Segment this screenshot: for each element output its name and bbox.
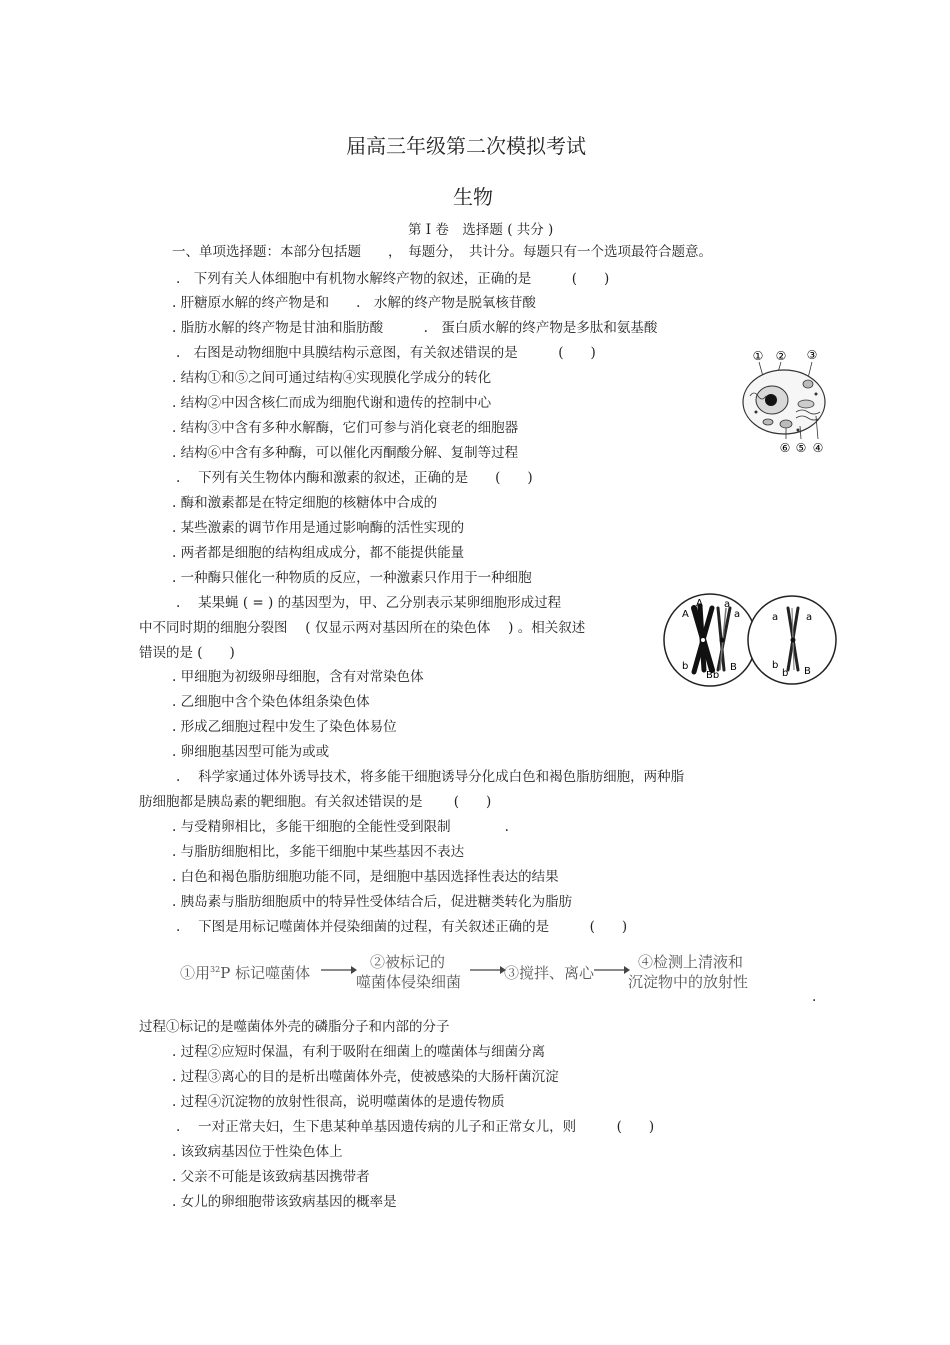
section-heading: 第 I 卷 选择题 ( 共分 )	[408, 222, 554, 238]
flow-arrow-1	[321, 963, 357, 977]
jia-label-a1: a	[724, 599, 731, 610]
stray-dot: .	[812, 989, 817, 1005]
q4-option-d: . 卵细胞基因型可能为或或	[172, 744, 330, 760]
jia-label-b: b	[682, 661, 689, 672]
flow-step-4-line2: 沉淀物中的放射性	[628, 973, 749, 991]
flow-step-1-prefix: ①用	[180, 964, 211, 982]
flow-arrow-3	[594, 963, 630, 977]
q3-stem: . 下列有关生物体内酶和激素的叙述，正确的是 ( )	[176, 470, 533, 486]
q4-option-c: . 形成乙细胞过程中发生了染色体易位	[172, 719, 397, 735]
q6-option-a: 过程①标记的是噬菌体外壳的磷脂分子和内部的分子	[139, 1019, 450, 1035]
q4-stem-line2: 中不同时期的细胞分裂图 ( 仅显示两对基因所在的染色体 ) 。相关叙述	[139, 620, 586, 636]
q5-option-a: . 与受精卵相比，多能干细胞的全能性受到限制 .	[172, 819, 509, 835]
q2-option-a: . 结构①和⑤之间可通过结构④实现膜化学成分的转化	[172, 370, 492, 386]
cell-label-6: ⑥	[779, 441, 791, 455]
cell-label-2: ②	[775, 349, 787, 363]
q3-option-d: . 一种酶只催化一种物质的反应，一种激素只作用于一种细胞	[172, 570, 532, 586]
animal-cell-figure	[738, 346, 838, 458]
q4-option-b: . 乙细胞中含个染色体组条染色体	[172, 694, 370, 710]
q5-stem-line2: 肪细胞都是胰岛素的靶细胞。有关叙述错误的是 ( )	[139, 794, 492, 810]
flow-step-4	[628, 952, 748, 992]
cell-label-3: ③	[806, 348, 818, 362]
subject-title: 生物	[453, 185, 493, 209]
q6-option-d: . 过程④沉淀物的放射性很高，说明噬菌体的是遗传物质	[172, 1094, 505, 1110]
q5-stem-line1: . 科学家通过体外诱导技术，将多能干细胞诱导分化成白色和褐色脂肪细胞，两种脂	[176, 769, 685, 785]
cell-division-figure	[660, 590, 840, 690]
q4-stem-line1: . 某果蝇 ( = ) 的基因型为，甲、乙分别表示某卵细胞形成过程	[176, 595, 562, 611]
q2-option-c: . 结构③中含有多种水解酶，它们可参与消化衰老的细胞器	[172, 420, 519, 436]
q5-option-d: . 胰岛素与脂肪细胞质中的特异性受体结合后，促进糖类转化为脂肪	[172, 894, 573, 910]
q6-stem: . 下图是用标记噬菌体并侵染细菌的过程，有关叙述正确的是 ( )	[176, 919, 628, 935]
q7-stem: . 一对正常夫妇，生下患某种单基因遗传病的儿子和正常女儿，则 ( )	[176, 1119, 655, 1135]
flow-step-1	[180, 962, 310, 983]
cell-yi	[748, 596, 836, 684]
q2-stem: . 右图是动物细胞中具膜结构示意图，有关叙述错误的是 ( )	[176, 345, 596, 361]
q7-option-c: . 女儿的卵细胞带该致病基因的概率是	[172, 1194, 397, 1210]
exam-title: 届高三年级第二次模拟考试	[346, 134, 586, 158]
jia-label-B: B	[730, 662, 737, 673]
flow-step-2	[356, 952, 461, 992]
jia-label-A2: A	[696, 598, 703, 609]
flow-step-4-line1: ④检测上清液和	[638, 953, 744, 971]
flow-step-2-line2: 噬菌体侵染细菌	[356, 973, 462, 991]
yi-label-b1: b	[772, 660, 779, 671]
jia-label-A1: A	[682, 609, 689, 620]
q3-option-a: . 酶和激素都是在特定细胞的核糖体中合成的	[172, 495, 438, 511]
yi-label-b2: b	[782, 668, 789, 679]
q5-option-c: . 白色和褐色脂肪细胞功能不同，是细胞中基因选择性表达的结果	[172, 869, 559, 885]
q3-option-b: . 某些激素的调节作用是通过影响酶的活性实现的	[172, 520, 465, 536]
instruction-text: 一、单项选择题：本部分包括题 ， 每题分， 共计分。每题只有一个选项最符合题意。	[172, 244, 712, 260]
q1-options-ab: . 肝糖原水解的终产物是和 . 水解的终产物是脱氧核苷酸	[172, 295, 536, 311]
q4-option-a: . 甲细胞为初级卵母细胞，含有对常染色体	[172, 669, 424, 685]
cell-label-5: ⑤	[795, 441, 807, 455]
cell-label-4: ④	[812, 441, 824, 455]
cell-label-1: ①	[752, 349, 764, 363]
yi-label-a2: a	[806, 612, 813, 623]
q4-stem-line3: 错误的是 ( )	[139, 645, 235, 661]
flow-arrow-2	[470, 963, 506, 977]
cell-jia	[664, 594, 756, 686]
q1-options-cd: . 脂肪水解的终产物是甘油和脂肪酸 . 蛋白质水解的终产物是多肽和氨基酸	[172, 320, 658, 336]
q1-stem: . 下列有关人体细胞中有机物水解终产物的叙述，正确的是 ( )	[176, 271, 610, 287]
yi-label-B: B	[804, 666, 811, 677]
jia-label-a2: a	[734, 609, 741, 620]
q2-option-b: . 结构②中因含核仁而成为细胞代谢和遗传的控制中心	[172, 395, 492, 411]
q6-option-c: . 过程③离心的目的是析出噬菌体外壳，使被感染的大肠杆菌沉淀	[172, 1069, 559, 1085]
flow-step-1-isotope: 32	[210, 965, 221, 974]
q5-option-b: . 与脂肪细胞相比，多能干细胞中某些基因不表达	[172, 844, 465, 860]
flow-step-3: ③搅拌、离心	[504, 964, 595, 982]
q2-option-d: . 结构⑥中含有多种酶，可以催化丙酮酸分解、复制等过程	[172, 445, 519, 461]
q6-option-b: . 过程②应短时保温，有利于吸附在细菌上的噬菌体与细菌分离	[172, 1044, 546, 1060]
flow-step-1-text: P 标记噬菌体	[220, 964, 311, 982]
q3-option-c: . 两者都是细胞的结构组成成分，都不能提供能量	[172, 545, 465, 561]
jia-label-Bb: Bb	[706, 670, 720, 681]
q7-option-a: . 该致病基因位于性染色体上	[172, 1144, 343, 1160]
yi-label-a1: a	[772, 612, 779, 623]
flow-step-2-line1: ②被标记的	[370, 953, 446, 971]
q7-option-b: . 父亲不可能是该致病基因携带者	[172, 1169, 370, 1185]
